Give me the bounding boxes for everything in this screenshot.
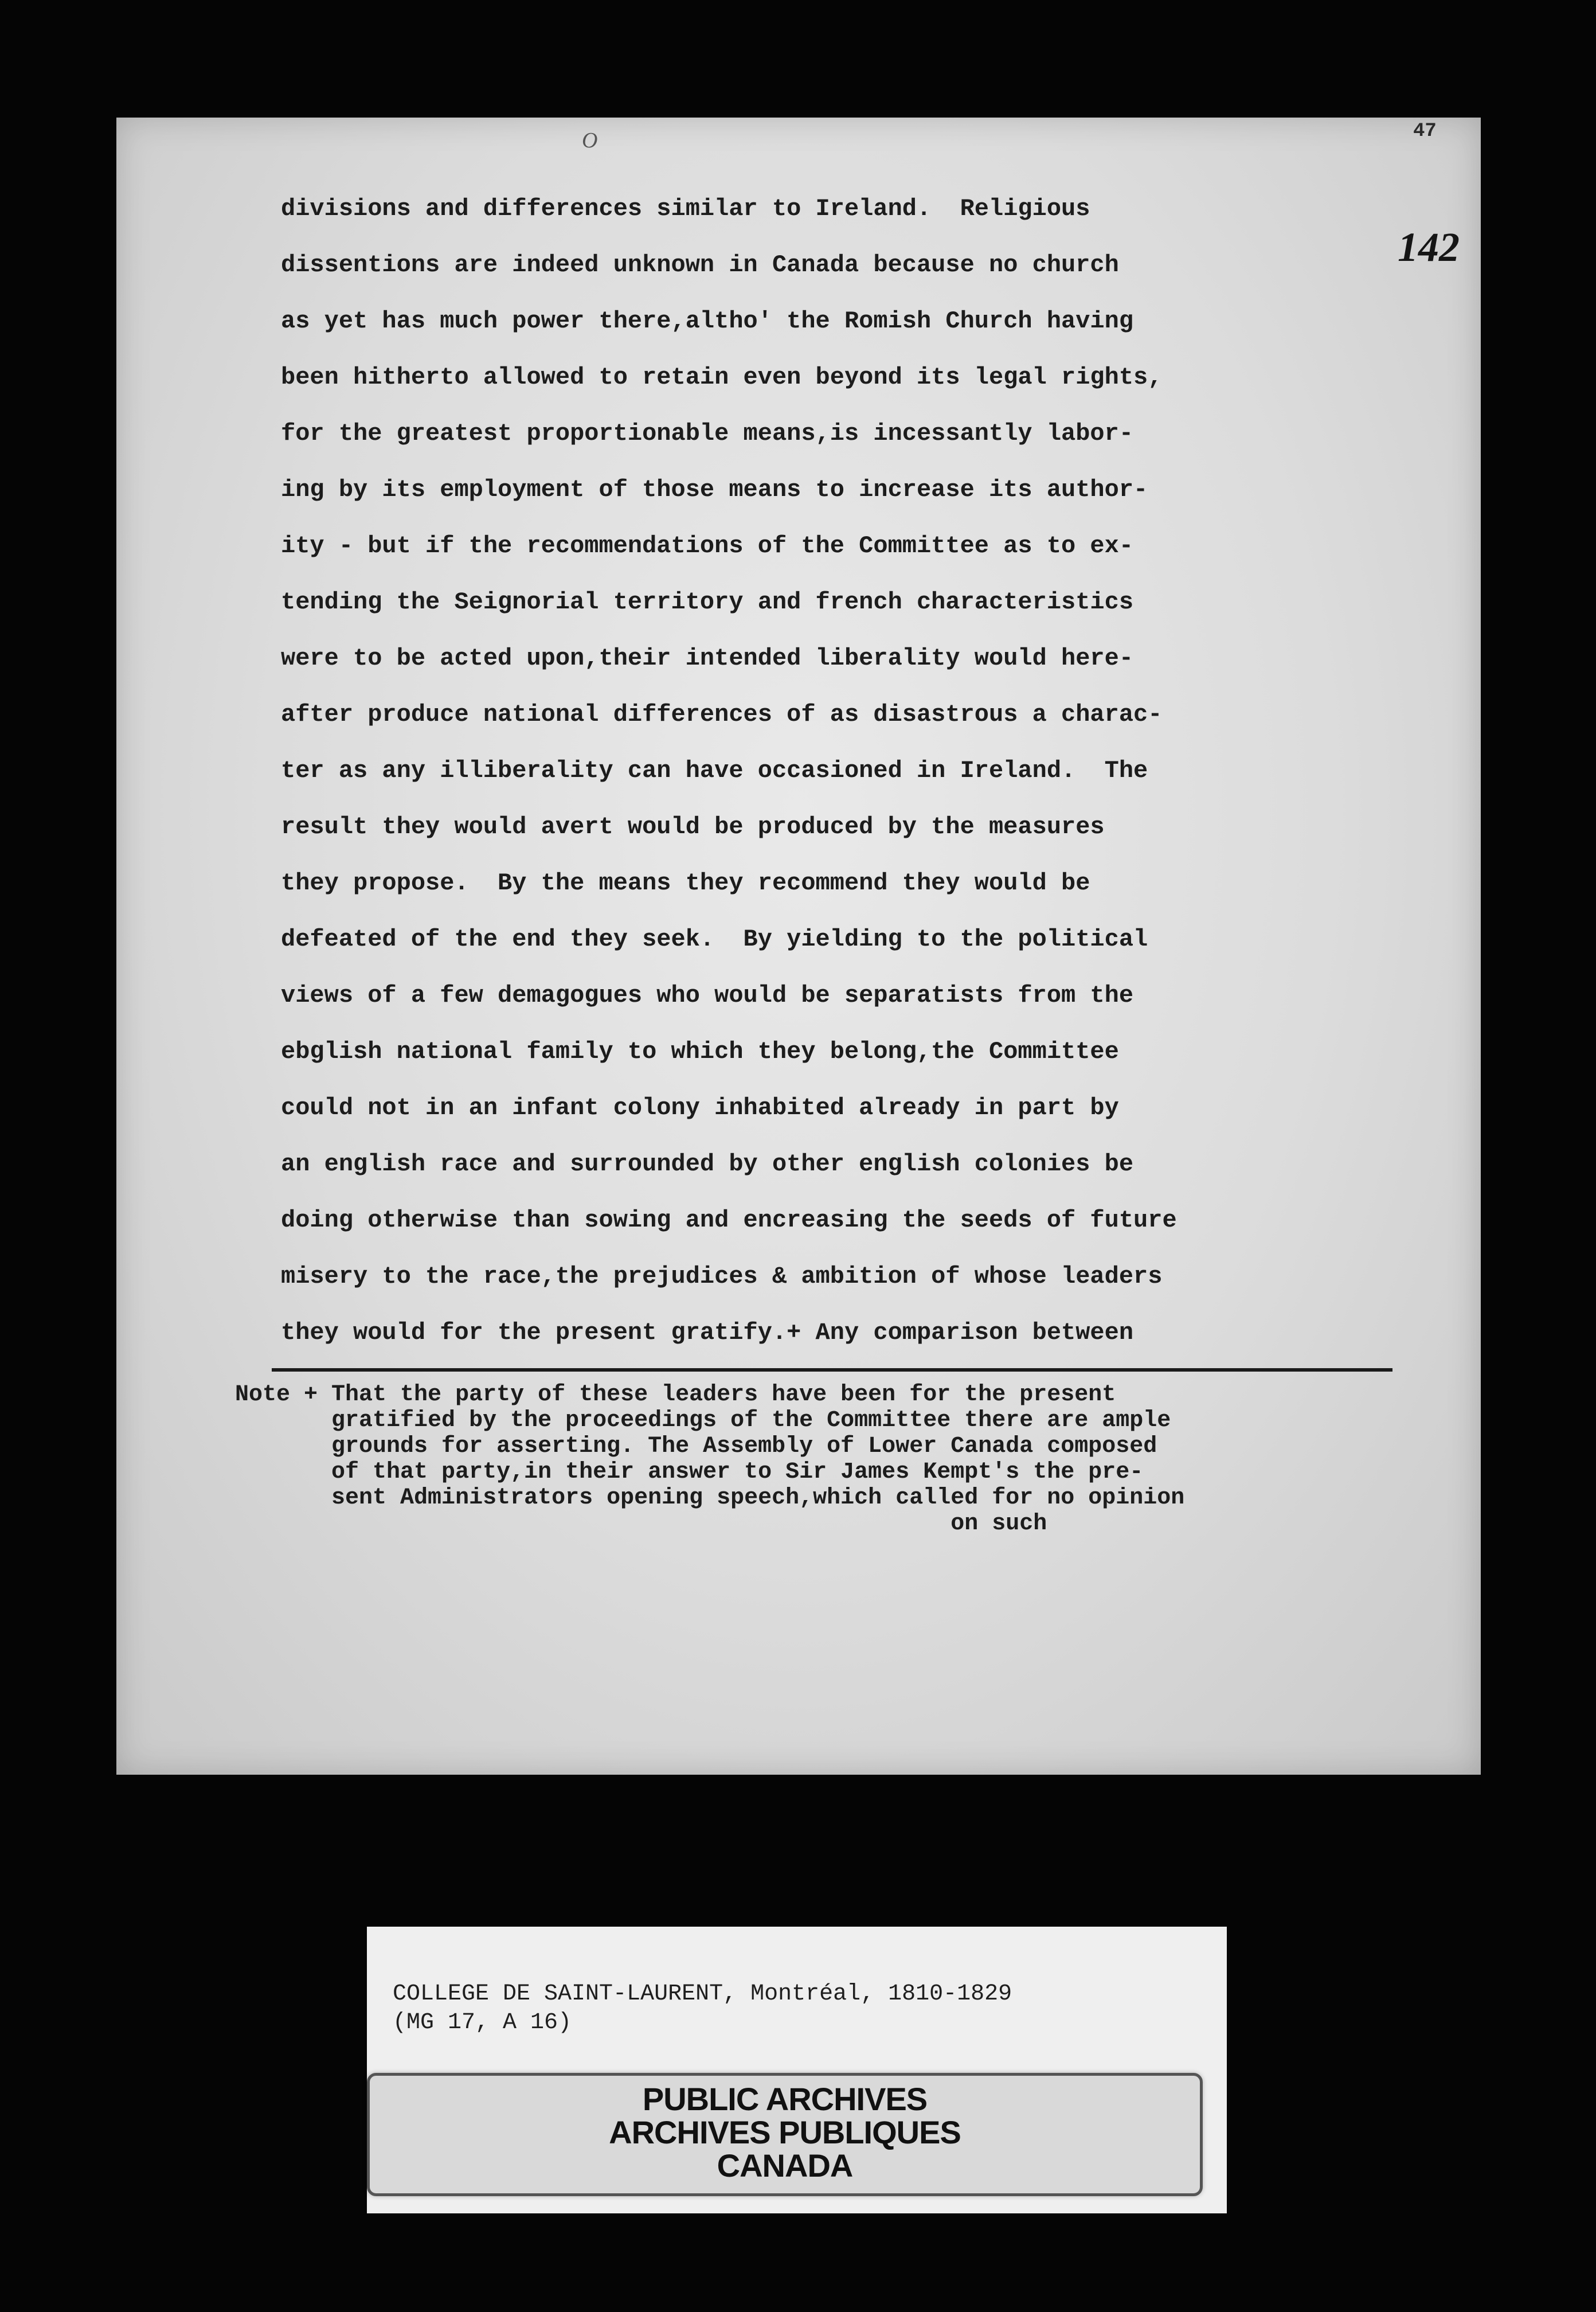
body-line: dissentions are indeed unknown in Canada because no church (281, 251, 1119, 279)
body-line: they would for the present gratify.+ Any comparison between (281, 1319, 1134, 1346)
footnote (235, 1382, 1468, 1537)
collection-reference: (MG 17, A 16) (393, 2010, 572, 2036)
body-line: they propose. By the means they recommend they would be (281, 869, 1090, 897)
body-line: doing otherwise than sowing and encreasing the seeds of future (281, 1206, 1177, 1234)
body-line: been hitherto allowed to retain even beyond its legal rights, (281, 364, 1163, 391)
body-line: ing by its employment of those means to increase its author- (281, 476, 1148, 503)
body-line: tending the Seignorial territory and french characteristics (281, 588, 1134, 616)
body-line: were to be acted upon,their intended liberality would here- (281, 645, 1134, 672)
stamp-line: CANADA (717, 2147, 853, 2184)
footnote-line: of that party,in their answer to Sir James Kempt's the pre- (235, 1459, 1144, 1485)
body-line: result they would avert would be produced by the measures (281, 813, 1105, 841)
page-number: 142 (1398, 224, 1460, 270)
body-line: for the greatest proportionable means,is incessantly labor- (281, 420, 1134, 447)
body-text (281, 181, 1456, 1361)
body-line: defeated of the end they seek. By yielding to the political (281, 925, 1148, 953)
folio-number: 47 (1413, 120, 1437, 142)
footnote-rule (272, 1368, 1392, 1372)
handwritten-mark: O (582, 128, 598, 153)
body-line: an english race and surrounded by other english colonies be (281, 1150, 1134, 1178)
body-line: misery to the race,the prejudices & ambition of whose leaders (281, 1263, 1163, 1290)
collection-title: COLLEGE DE SAINT-LAURENT, Montréal, 1810-1829 (393, 1981, 1012, 2007)
stamp-line: PUBLIC ARCHIVES (642, 2081, 928, 2117)
body-line: after produce national differences of as disastrous a charac- (281, 701, 1163, 728)
body-line: could not in an infant colony inhabited already in part by (281, 1094, 1119, 1122)
footnote-line: grounds for asserting. The Assembly of Lower Canada composed (235, 1434, 1157, 1459)
body-line: ebglish national family to which they belong,the Committee (281, 1038, 1119, 1065)
body-line: as yet has much power there,altho' the Romish Church having (281, 307, 1134, 335)
footnote-line: gratified by the proceedings of the Committee there are ample (235, 1408, 1171, 1434)
body-line: divisions and differences similar to Ireland. Religious (281, 195, 1090, 222)
body-line: views of a few demagogues who would be separatists from the (281, 982, 1134, 1009)
archives-stamp (367, 2073, 1203, 2196)
archive-label (367, 1927, 1227, 2213)
footnote-line: Note + That the party of these leaders have been for the present (235, 1382, 1116, 1408)
stamp-line: ARCHIVES PUBLIQUES (609, 2114, 961, 2150)
body-line: ity - but if the recommendations of the Committee as to ex- (281, 532, 1134, 560)
body-line: ter as any illiberality can have occasioned in Ireland. The (281, 757, 1148, 784)
footnote-line: sent Administrators opening speech,which called for no opinion (235, 1485, 1185, 1511)
footnote-line: on such (235, 1511, 1047, 1537)
